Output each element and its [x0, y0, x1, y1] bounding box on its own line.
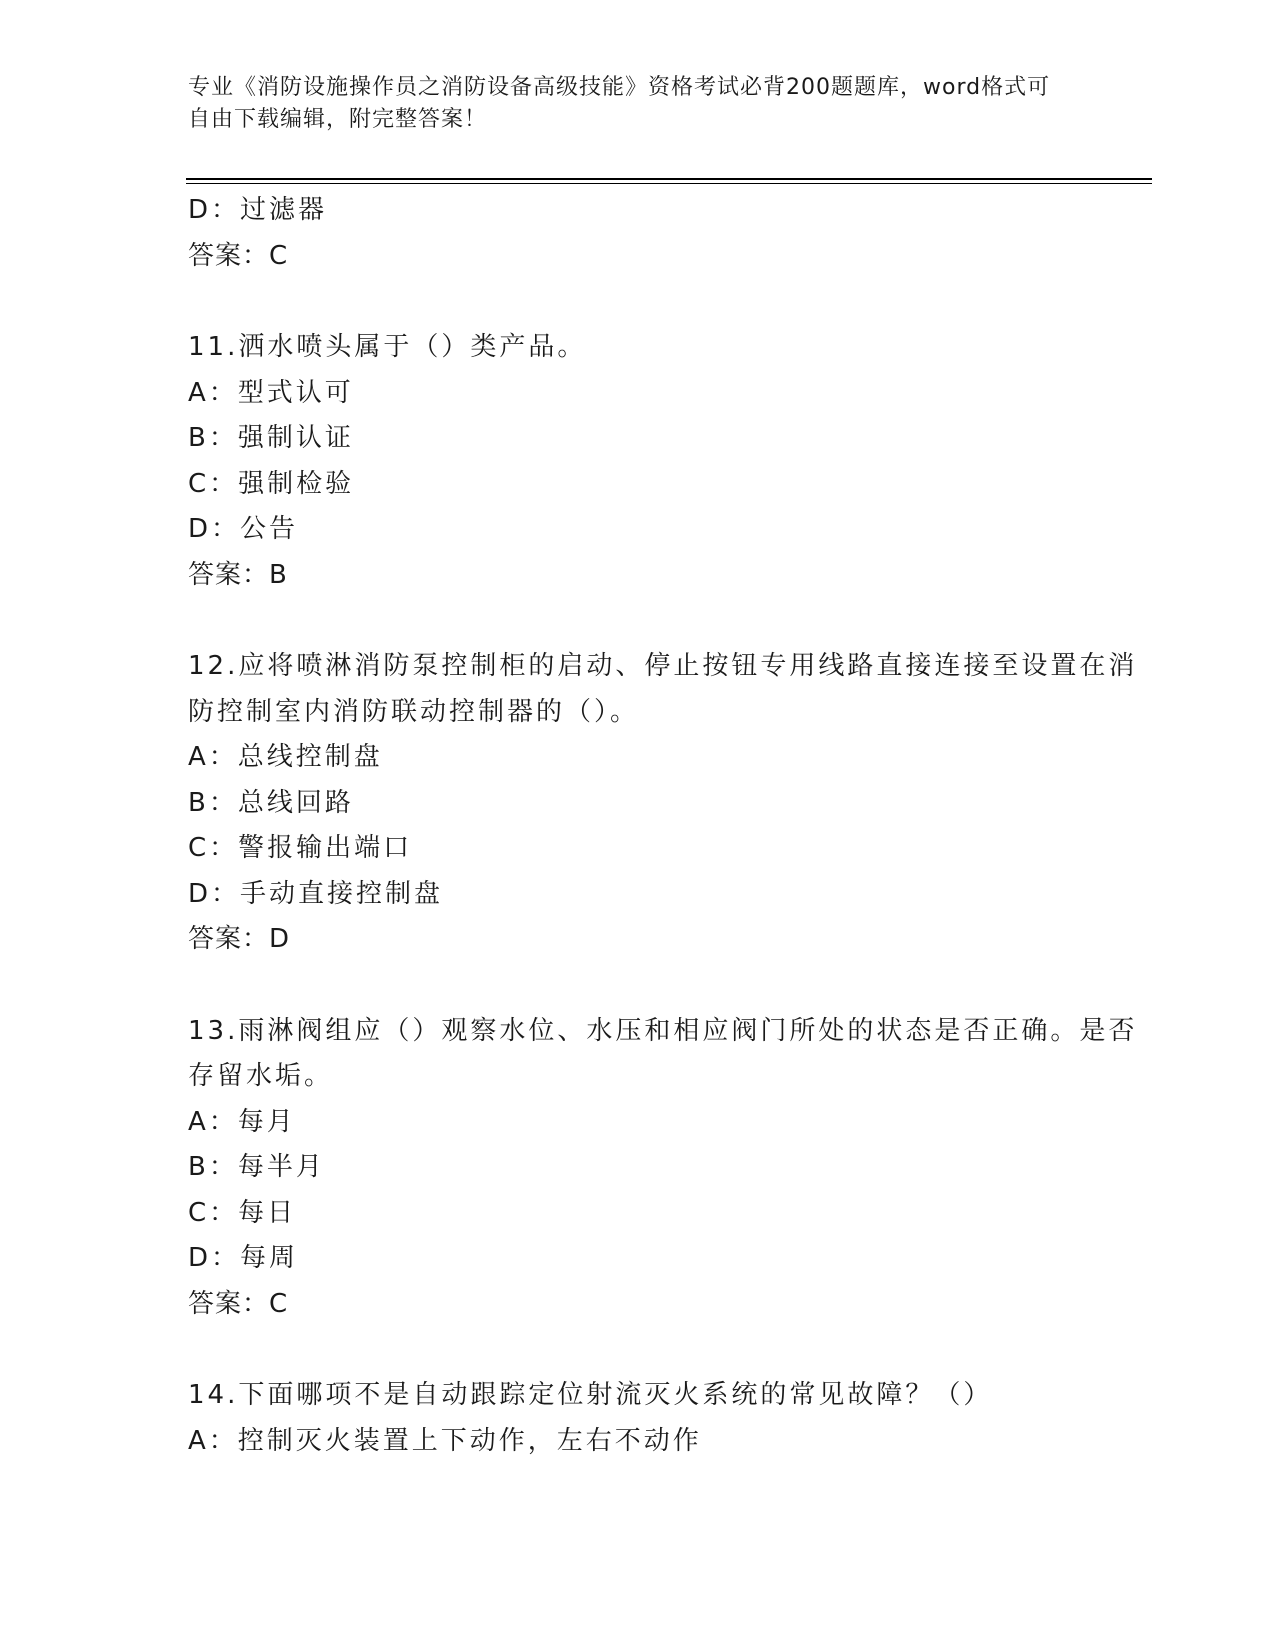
- question-content: [188, 188, 1138, 1464]
- option-d: D：过滤器: [188, 195, 328, 225]
- option-a: A：总线控制盘: [188, 742, 383, 772]
- question-stem: 11.洒水喷头属于（）类产品。: [188, 332, 587, 362]
- answer-line: 答案：C: [188, 1288, 289, 1319]
- option-a: A：控制灭火装置上下动作，左右不动作: [188, 1425, 702, 1456]
- answer-line: 答案：B: [188, 559, 288, 590]
- header-text: 专业《消防设施操作员之消防设备高级技能》资格考试必背200题题库，word格式可自由下载编辑，附完整答案！: [188, 75, 1051, 132]
- option-d: D：手动直接控制盘: [188, 878, 444, 909]
- header-divider-thin: [186, 183, 1152, 184]
- option-d: D：公告: [188, 514, 299, 544]
- answer-line: 答案：C: [188, 240, 289, 271]
- question-13: [188, 1009, 1138, 1328]
- option-c: C：警报输出端口: [188, 833, 413, 863]
- option-b: B：总线回路: [188, 787, 354, 818]
- question-stem: 14.下面哪项不是自动跟踪定位射流灭火系统的常见故障？（）: [188, 1380, 993, 1410]
- option-a: A：每月: [188, 1106, 296, 1137]
- question-stem: 12.应将喷淋消防泵控制柜的启动、停止按钮专用线路直接连接至设置在消防控制室内消防联动控制器的（）。: [188, 651, 1138, 727]
- question-11: [188, 325, 1138, 598]
- option-a: A：型式认可: [188, 377, 354, 408]
- document-header: [188, 72, 1068, 136]
- question-14: [188, 1373, 1138, 1464]
- option-c: C：每日: [188, 1197, 297, 1228]
- question-12: [188, 644, 1138, 963]
- option-b: B：每半月: [188, 1152, 325, 1182]
- question-stem: 13.雨淋阀组应（）观察水位、水压和相应阀门所处的状态是否正确。是否存留水垢。: [188, 1015, 1138, 1091]
- option-d: D：每周: [188, 1243, 299, 1273]
- answer-line: 答案：D: [188, 924, 291, 954]
- header-divider: [186, 178, 1152, 180]
- option-b: B：强制认证: [188, 423, 354, 453]
- option-c: C：强制检验: [188, 468, 355, 499]
